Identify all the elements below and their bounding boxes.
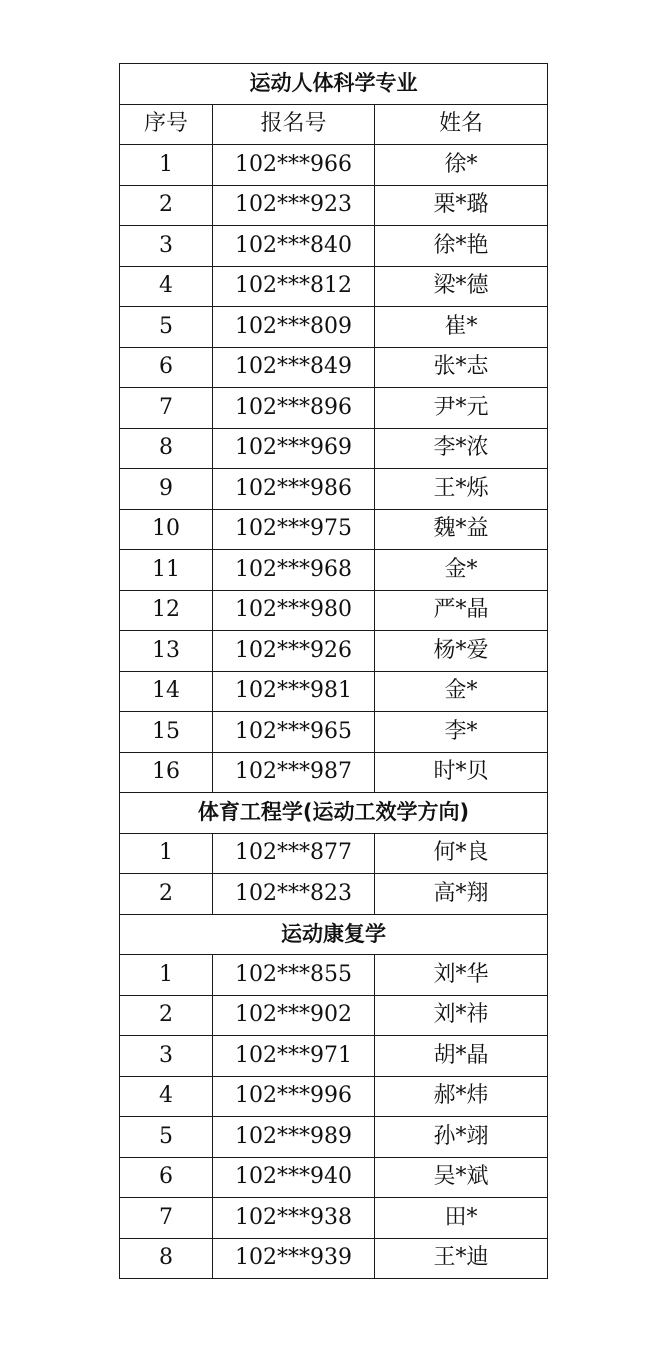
table-row: [120, 469, 548, 510]
name-cell: 时*贝: [375, 752, 548, 793]
table-row: [120, 185, 548, 226]
table-row: [120, 307, 548, 348]
section-title-row: [120, 793, 548, 834]
registration-number-cell: 102***840: [213, 226, 375, 267]
admission-list-table: [119, 63, 548, 1279]
table-row: [120, 874, 548, 915]
row-number-cell: 13: [120, 631, 213, 672]
column-header-row: [120, 104, 548, 145]
table-row: [120, 752, 548, 793]
section-title-row: [120, 64, 548, 105]
section-title: 体育工程学(运动工效学方向): [120, 793, 548, 834]
name-cell: 吴*斌: [375, 1157, 548, 1198]
name-cell: 金*: [375, 671, 548, 712]
registration-number-cell: 102***986: [213, 469, 375, 510]
name-cell: 栗*璐: [375, 185, 548, 226]
table-row: [120, 347, 548, 388]
registration-number-cell: 102***823: [213, 874, 375, 915]
name-cell: 高*翔: [375, 874, 548, 915]
table-row: [120, 1117, 548, 1158]
table-row: [120, 266, 548, 307]
row-number-cell: 4: [120, 266, 213, 307]
registration-number-cell: 102***987: [213, 752, 375, 793]
row-number-cell: 9: [120, 469, 213, 510]
registration-number-cell: 102***969: [213, 428, 375, 469]
name-cell: 孙*翊: [375, 1117, 548, 1158]
table-row: [120, 955, 548, 996]
table-row: [120, 1036, 548, 1077]
table-row: [120, 226, 548, 267]
row-number-cell: 10: [120, 509, 213, 550]
registration-number-cell: 102***980: [213, 590, 375, 631]
name-cell: 李*浓: [375, 428, 548, 469]
name-cell: 王*烁: [375, 469, 548, 510]
registration-number-cell: 102***996: [213, 1076, 375, 1117]
row-number-cell: 2: [120, 185, 213, 226]
table-row: [120, 509, 548, 550]
registration-number-cell: 102***968: [213, 550, 375, 591]
section-title: 运动康复学: [120, 914, 548, 955]
registration-number-cell: 102***849: [213, 347, 375, 388]
table-row: [120, 388, 548, 429]
name-cell: 胡*晶: [375, 1036, 548, 1077]
row-number-cell: 1: [120, 145, 213, 186]
table-row: [120, 1198, 548, 1239]
header-name: 姓名: [375, 104, 548, 145]
header-seq: 序号: [120, 104, 213, 145]
table-row: [120, 590, 548, 631]
table-row: [120, 550, 548, 591]
registration-number-cell: 102***923: [213, 185, 375, 226]
name-cell: 徐*: [375, 145, 548, 186]
table-body: [120, 64, 548, 1279]
row-number-cell: 1: [120, 833, 213, 874]
row-number-cell: 6: [120, 347, 213, 388]
registration-number-cell: 102***877: [213, 833, 375, 874]
name-cell: 郝*炜: [375, 1076, 548, 1117]
registration-number-cell: 102***855: [213, 955, 375, 996]
name-cell: 严*晶: [375, 590, 548, 631]
row-number-cell: 14: [120, 671, 213, 712]
registration-number-cell: 102***989: [213, 1117, 375, 1158]
registration-number-cell: 102***896: [213, 388, 375, 429]
row-number-cell: 2: [120, 995, 213, 1036]
name-cell: 金*: [375, 550, 548, 591]
name-cell: 刘*祎: [375, 995, 548, 1036]
registration-number-cell: 102***965: [213, 712, 375, 753]
table-row: [120, 995, 548, 1036]
name-cell: 田*: [375, 1198, 548, 1239]
registration-number-cell: 102***902: [213, 995, 375, 1036]
registration-number-cell: 102***975: [213, 509, 375, 550]
name-cell: 何*良: [375, 833, 548, 874]
registration-number-cell: 102***809: [213, 307, 375, 348]
name-cell: 刘*华: [375, 955, 548, 996]
name-cell: 杨*爱: [375, 631, 548, 672]
row-number-cell: 3: [120, 1036, 213, 1077]
row-number-cell: 7: [120, 388, 213, 429]
registration-number-cell: 102***812: [213, 266, 375, 307]
table-row: [120, 1157, 548, 1198]
row-number-cell: 1: [120, 955, 213, 996]
name-cell: 徐*艳: [375, 226, 548, 267]
name-cell: 魏*益: [375, 509, 548, 550]
name-cell: 梁*德: [375, 266, 548, 307]
name-cell: 张*志: [375, 347, 548, 388]
row-number-cell: 12: [120, 590, 213, 631]
row-number-cell: 11: [120, 550, 213, 591]
row-number-cell: 8: [120, 428, 213, 469]
registration-number-cell: 102***940: [213, 1157, 375, 1198]
row-number-cell: 16: [120, 752, 213, 793]
name-cell: 李*: [375, 712, 548, 753]
table-row: [120, 1076, 548, 1117]
row-number-cell: 3: [120, 226, 213, 267]
table-row: [120, 1238, 548, 1279]
name-cell: 崔*: [375, 307, 548, 348]
name-cell: 王*迪: [375, 1238, 548, 1279]
registration-number-cell: 102***938: [213, 1198, 375, 1239]
table-row: [120, 671, 548, 712]
row-number-cell: 5: [120, 307, 213, 348]
row-number-cell: 7: [120, 1198, 213, 1239]
table-row: [120, 712, 548, 753]
table-row: [120, 833, 548, 874]
row-number-cell: 6: [120, 1157, 213, 1198]
registration-number-cell: 102***966: [213, 145, 375, 186]
row-number-cell: 8: [120, 1238, 213, 1279]
registration-number-cell: 102***926: [213, 631, 375, 672]
section-title: 运动人体科学专业: [120, 64, 548, 105]
header-registration-number: 报名号: [213, 104, 375, 145]
registration-number-cell: 102***981: [213, 671, 375, 712]
table-row: [120, 631, 548, 672]
row-number-cell: 5: [120, 1117, 213, 1158]
row-number-cell: 15: [120, 712, 213, 753]
row-number-cell: 2: [120, 874, 213, 915]
table-row: [120, 145, 548, 186]
section-title-row: [120, 914, 548, 955]
registration-number-cell: 102***939: [213, 1238, 375, 1279]
name-cell: 尹*元: [375, 388, 548, 429]
registration-number-cell: 102***971: [213, 1036, 375, 1077]
row-number-cell: 4: [120, 1076, 213, 1117]
table-row: [120, 428, 548, 469]
